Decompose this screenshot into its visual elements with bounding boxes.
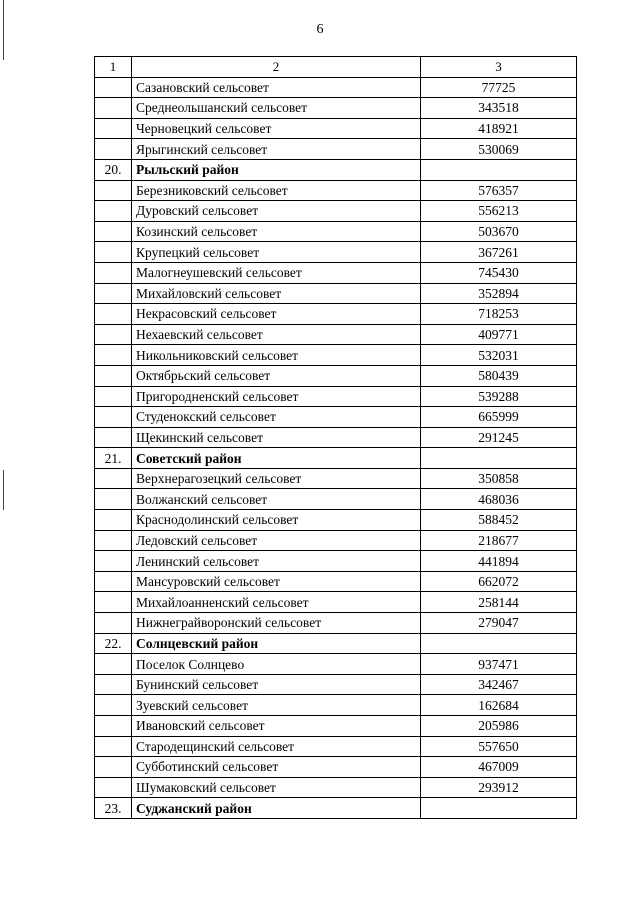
table-row <box>95 551 577 572</box>
row-value: 343518 <box>421 98 577 119</box>
row-number <box>95 77 132 98</box>
row-number <box>95 365 132 386</box>
district-name: Суджанский район <box>132 798 421 819</box>
row-number <box>95 324 132 345</box>
row-value: 205986 <box>421 716 577 737</box>
settlement-name: Студенокский сельсовет <box>132 407 421 428</box>
row-value: 342467 <box>421 674 577 695</box>
row-value: 418921 <box>421 118 577 139</box>
column-header-2: 2 <box>132 57 421 78</box>
settlement-name: Краснодолинский сельсовет <box>132 510 421 531</box>
table-row <box>95 221 577 242</box>
row-value: 503670 <box>421 221 577 242</box>
table-row <box>95 365 577 386</box>
row-value: 467009 <box>421 757 577 778</box>
settlement-name: Щекинский сельсовет <box>132 427 421 448</box>
row-value: 557650 <box>421 736 577 757</box>
row-value: 352894 <box>421 283 577 304</box>
row-value: 258144 <box>421 592 577 613</box>
table-row <box>95 98 577 119</box>
row-value: 468036 <box>421 489 577 510</box>
row-number <box>95 551 132 572</box>
table-row <box>95 283 577 304</box>
district-name: Солнцевский район <box>132 633 421 654</box>
column-header-3: 3 <box>421 57 577 78</box>
district-row <box>95 633 577 654</box>
row-value: 580439 <box>421 365 577 386</box>
table-row <box>95 510 577 531</box>
table-row <box>95 736 577 757</box>
settlement-name: Березниковский сельсовет <box>132 180 421 201</box>
settlement-name: Ярыгинский сельсовет <box>132 139 421 160</box>
district-name: Рыльский район <box>132 159 421 180</box>
settlement-name: Нехаевский сельсовет <box>132 324 421 345</box>
settlement-name: Верхнерагозецкий сельсовет <box>132 468 421 489</box>
table-row <box>95 139 577 160</box>
settlement-name: Субботинский сельсовет <box>132 757 421 778</box>
row-value: 162684 <box>421 695 577 716</box>
row-value: 279047 <box>421 613 577 634</box>
row-value: 665999 <box>421 407 577 428</box>
row-value: 937471 <box>421 654 577 675</box>
row-number <box>95 777 132 798</box>
district-name: Советский район <box>132 448 421 469</box>
row-number <box>95 571 132 592</box>
table-row <box>95 716 577 737</box>
row-value <box>421 448 577 469</box>
column-header-1: 1 <box>95 57 132 78</box>
table-row <box>95 201 577 222</box>
settlement-name: Октябрьский сельсовет <box>132 365 421 386</box>
settlement-name: Ледовский сельсовет <box>132 530 421 551</box>
district-row <box>95 159 577 180</box>
table-row <box>95 118 577 139</box>
row-number <box>95 201 132 222</box>
settlement-name: Михайлоанненский сельсовет <box>132 592 421 613</box>
settlement-name: Среднеольшанский сельсовет <box>132 98 421 119</box>
page-number: 6 <box>316 22 324 37</box>
row-number: 23. <box>95 798 132 819</box>
row-number <box>95 674 132 695</box>
settlement-name: Козинский сельсовет <box>132 221 421 242</box>
row-number <box>95 654 132 675</box>
table-row <box>95 324 577 345</box>
table-row <box>95 262 577 283</box>
row-value: 530069 <box>421 139 577 160</box>
settlement-name: Дуровский сельсовет <box>132 201 421 222</box>
table-row <box>95 180 577 201</box>
row-value: 588452 <box>421 510 577 531</box>
row-value: 367261 <box>421 242 577 263</box>
row-number <box>95 468 132 489</box>
row-number <box>95 98 132 119</box>
row-number: 22. <box>95 633 132 654</box>
table-row <box>95 386 577 407</box>
row-value: 350858 <box>421 468 577 489</box>
table-row <box>95 695 577 716</box>
row-value: 745430 <box>421 262 577 283</box>
row-number <box>95 592 132 613</box>
table-row <box>95 530 577 551</box>
table-row <box>95 407 577 428</box>
settlement-name: Никольниковский сельсовет <box>132 345 421 366</box>
settlement-name: Мансуровский сельсовет <box>132 571 421 592</box>
row-number <box>95 613 132 634</box>
table-row <box>95 77 577 98</box>
row-number <box>95 716 132 737</box>
row-value: 718253 <box>421 304 577 325</box>
table-row <box>95 489 577 510</box>
municipal-table <box>94 56 577 819</box>
row-value: 218677 <box>421 530 577 551</box>
row-number <box>95 283 132 304</box>
row-value: 662072 <box>421 571 577 592</box>
row-number <box>95 530 132 551</box>
settlement-name: Поселок Солнцево <box>132 654 421 675</box>
district-row <box>95 798 577 819</box>
row-value <box>421 633 577 654</box>
row-value <box>421 159 577 180</box>
row-number <box>95 345 132 366</box>
table-row <box>95 345 577 366</box>
row-value <box>421 798 577 819</box>
table-header-row <box>95 57 577 78</box>
row-value: 291245 <box>421 427 577 448</box>
row-value: 532031 <box>421 345 577 366</box>
district-row <box>95 448 577 469</box>
settlement-name: Нижнеграйворонский сельсовет <box>132 613 421 634</box>
scan-edge-mark <box>3 470 4 510</box>
settlement-name: Стародещинский сельсовет <box>132 736 421 757</box>
settlement-name: Зуевский сельсовет <box>132 695 421 716</box>
row-number <box>95 180 132 201</box>
row-value: 539288 <box>421 386 577 407</box>
row-number: 21. <box>95 448 132 469</box>
row-value: 293912 <box>421 777 577 798</box>
row-value: 576357 <box>421 180 577 201</box>
row-number <box>95 695 132 716</box>
table-row <box>95 427 577 448</box>
settlement-name: Шумаковский сельсовет <box>132 777 421 798</box>
row-value: 556213 <box>421 201 577 222</box>
table-row <box>95 592 577 613</box>
settlement-name: Некрасовский сельсовет <box>132 304 421 325</box>
row-number <box>95 139 132 160</box>
row-number <box>95 242 132 263</box>
settlement-name: Михайловский сельсовет <box>132 283 421 304</box>
settlement-name: Черновецкий сельсовет <box>132 118 421 139</box>
row-number <box>95 221 132 242</box>
row-number <box>95 510 132 531</box>
table-row <box>95 674 577 695</box>
row-number <box>95 386 132 407</box>
row-number <box>95 304 132 325</box>
settlement-name: Крупецкий сельсовет <box>132 242 421 263</box>
settlement-name: Малогнеушевский сельсовет <box>132 262 421 283</box>
table-row <box>95 571 577 592</box>
row-number <box>95 262 132 283</box>
settlement-name: Ленинский сельсовет <box>132 551 421 572</box>
table-row <box>95 757 577 778</box>
row-value: 77725 <box>421 77 577 98</box>
row-number <box>95 427 132 448</box>
row-number <box>95 757 132 778</box>
settlement-name: Пригородненский сельсовет <box>132 386 421 407</box>
row-number <box>95 407 132 428</box>
settlement-name: Сазановский сельсовет <box>132 77 421 98</box>
table-row <box>95 654 577 675</box>
table-row <box>95 468 577 489</box>
row-number <box>95 489 132 510</box>
table-row <box>95 304 577 325</box>
table-row <box>95 777 577 798</box>
row-value: 441894 <box>421 551 577 572</box>
row-number <box>95 118 132 139</box>
settlement-name: Бунинский сельсовет <box>132 674 421 695</box>
table-row <box>95 242 577 263</box>
settlement-name: Волжанский сельсовет <box>132 489 421 510</box>
row-number: 20. <box>95 159 132 180</box>
row-value: 409771 <box>421 324 577 345</box>
row-number <box>95 736 132 757</box>
table-row <box>95 613 577 634</box>
settlement-name: Ивановский сельсовет <box>132 716 421 737</box>
